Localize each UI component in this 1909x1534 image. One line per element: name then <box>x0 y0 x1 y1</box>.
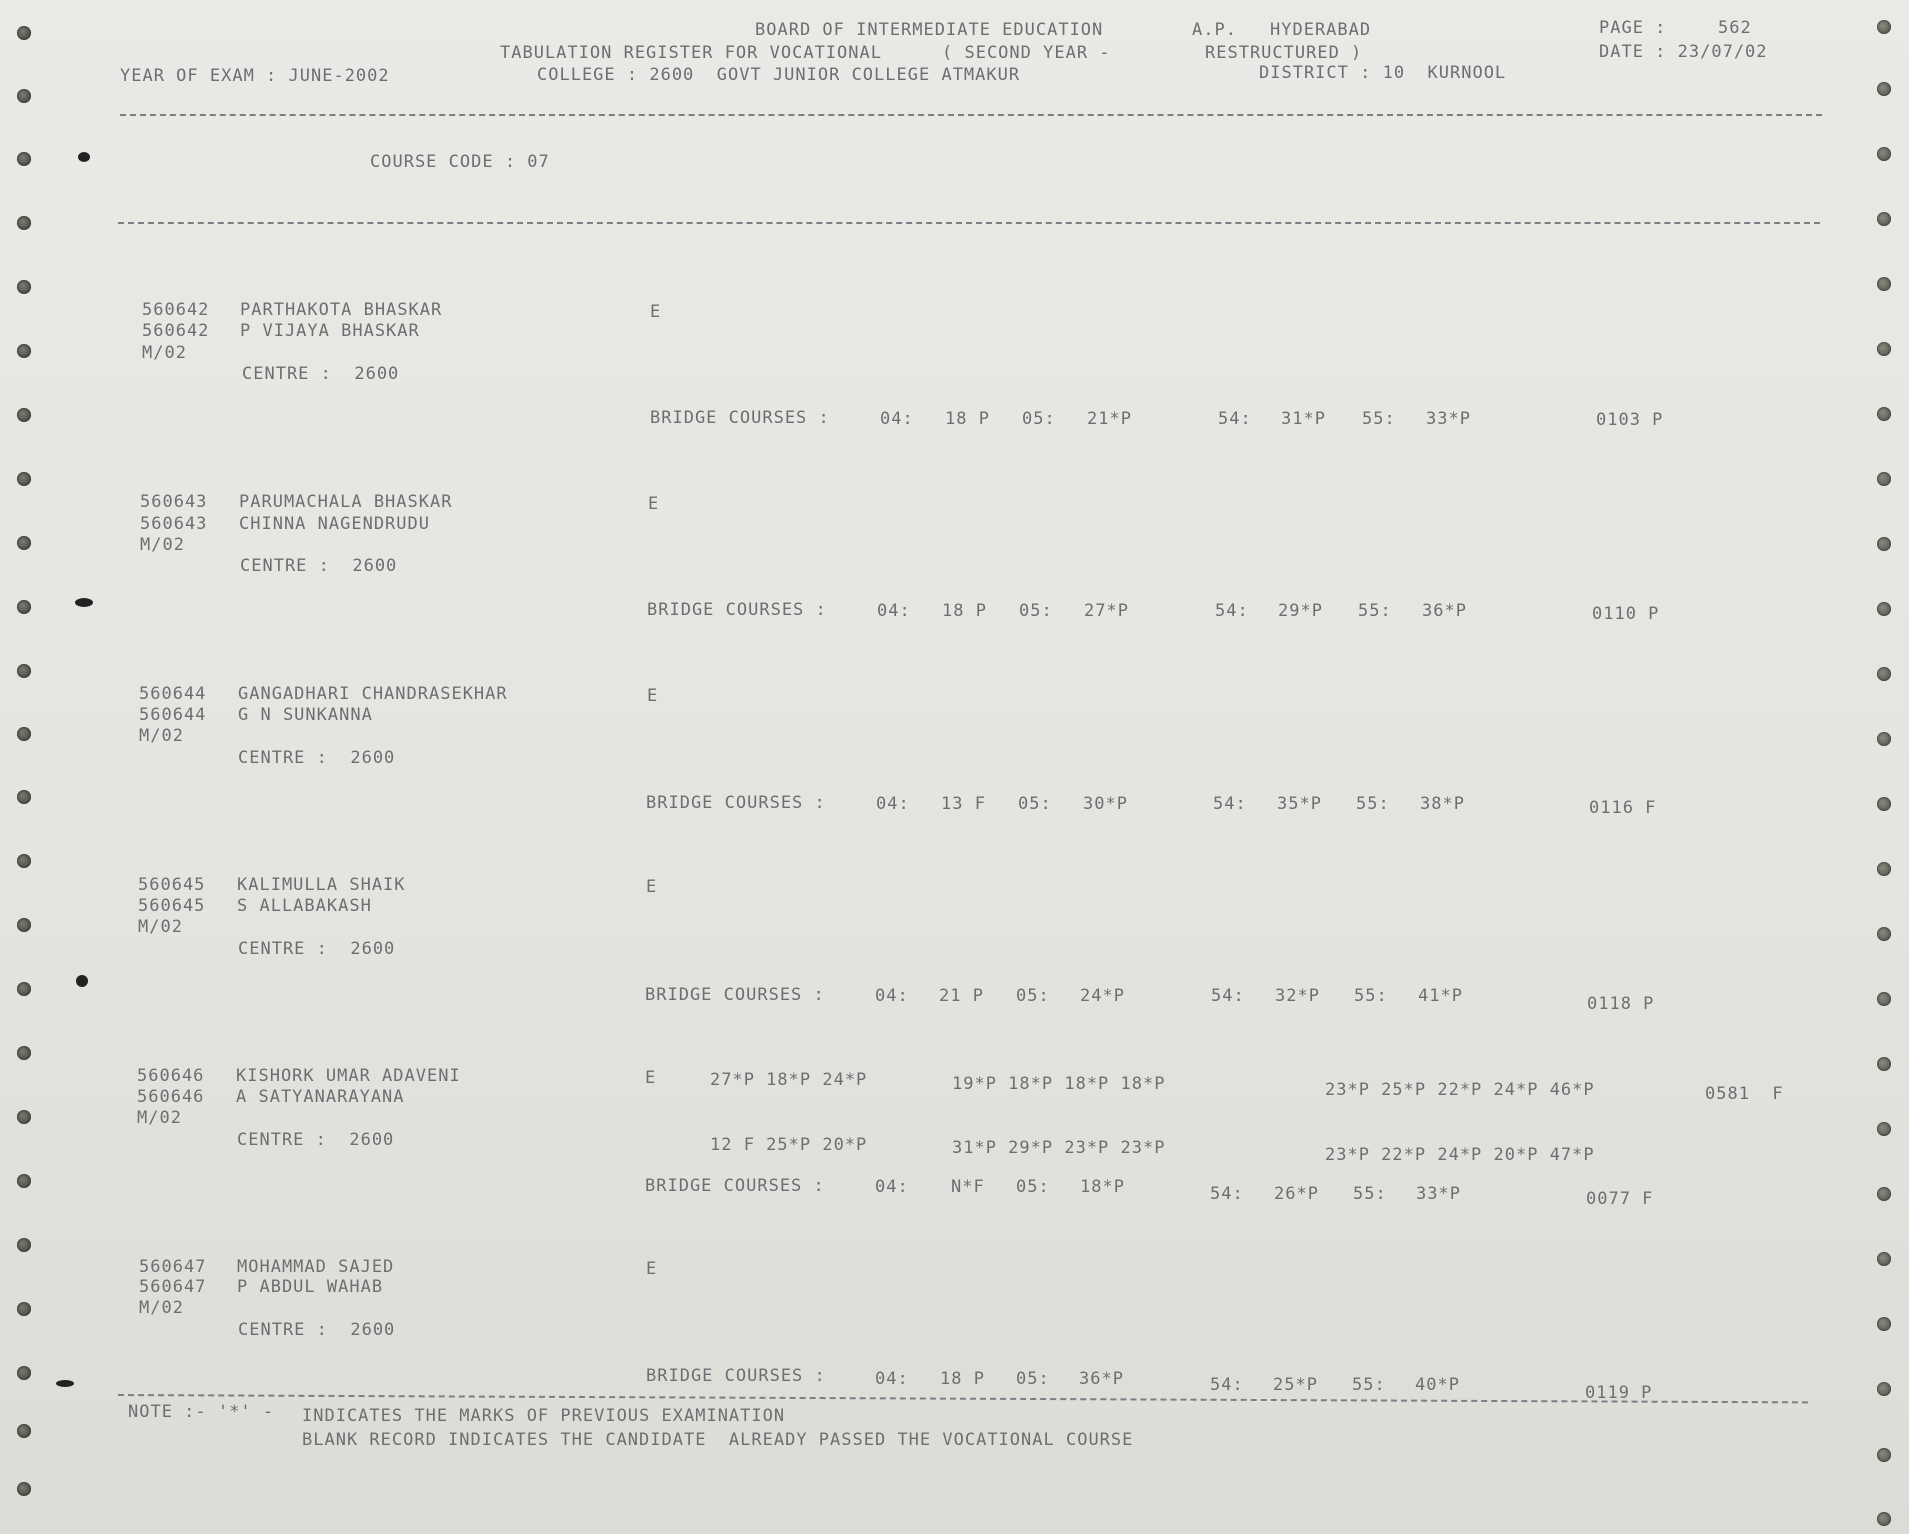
feed-hole-icon <box>1877 927 1891 941</box>
father-name: S ALLABAKASH <box>237 896 372 916</box>
bridge-code: 55: <box>1354 986 1388 1006</box>
subject-marks-group: 23*P 25*P 22*P 24*P 46*P <box>1325 1080 1595 1100</box>
feed-hole-icon <box>1877 1512 1891 1526</box>
feed-hole-icon <box>17 790 31 804</box>
feed-hole-icon <box>17 216 31 230</box>
bridge-mark: 18 P <box>942 601 987 621</box>
feed-hole-icon <box>17 280 31 294</box>
exam-code: E <box>646 877 658 897</box>
exam-code: E <box>647 686 659 706</box>
feed-hole-icon <box>17 344 31 358</box>
bridge-code: 54: <box>1218 409 1252 429</box>
feed-hole-icon <box>1877 472 1891 486</box>
note-line-1: INDICATES THE MARKS OF PREVIOUS EXAMINATION <box>302 1406 786 1426</box>
feed-hole-icon <box>17 982 31 996</box>
bridge-mark: 41*P <box>1418 986 1463 1006</box>
bridge-mark: 36*P <box>1422 601 1467 621</box>
footer-separator <box>118 1394 1808 1403</box>
subject-marks-group: 27*P 18*P 24*P <box>710 1070 868 1090</box>
feed-hole-icon <box>1877 667 1891 681</box>
feed-hole-icon <box>17 1302 31 1316</box>
page-number: 562 <box>1718 18 1752 38</box>
total-result: 0116 F <box>1589 798 1657 818</box>
course-separator <box>118 222 1820 224</box>
bridge-mark: 33*P <box>1416 1184 1461 1204</box>
bridge-code: 05: <box>1019 601 1053 621</box>
state-name: A.P. <box>1192 20 1237 40</box>
bridge-code: 55: <box>1358 601 1392 621</box>
bridge-mark: 27*P <box>1084 601 1129 621</box>
roll-number: 560642 <box>142 321 210 341</box>
centre-code: CENTRE : 2600 <box>238 1320 396 1340</box>
bridge-label: BRIDGE COURSES : <box>645 1176 825 1196</box>
bridge-mark: 36*P <box>1079 1369 1124 1389</box>
roll-number: 560645 <box>138 875 206 895</box>
bridge-code: 55: <box>1362 409 1396 429</box>
roll-number: 560643 <box>140 514 208 534</box>
bridge-code: 04: <box>880 409 914 429</box>
bridge-mark: 21 P <box>939 986 984 1006</box>
bridge-code: 04: <box>876 794 910 814</box>
feed-hole-icon <box>17 152 31 166</box>
bridge-code: 04: <box>875 1369 909 1389</box>
total-result: 0103 P <box>1596 410 1664 430</box>
feed-hole-icon <box>17 1238 31 1252</box>
roll-number: 560645 <box>138 896 206 916</box>
feed-hole-icon <box>1877 20 1891 34</box>
roll-number: 560644 <box>139 684 207 704</box>
year-of-exam: YEAR OF EXAM : JUNE-2002 <box>120 66 390 86</box>
header-separator <box>120 114 1822 116</box>
candidate-name: KISHORK UMAR ADAVENI <box>236 1066 461 1086</box>
feed-hole-icon <box>1877 1317 1891 1331</box>
bridge-code: 05: <box>1022 409 1056 429</box>
feed-hole-icon <box>17 600 31 614</box>
bridge-mark: N*F <box>951 1177 985 1197</box>
city-name: HYDERABAD <box>1270 20 1372 40</box>
exam-code: E <box>646 1259 658 1279</box>
bridge-label: BRIDGE COURSES : <box>646 1366 826 1386</box>
centre-code: CENTRE : 2600 <box>238 939 396 959</box>
centre-code: CENTRE : 2600 <box>240 556 398 576</box>
father-name: CHINNA NAGENDRUDU <box>239 514 430 534</box>
subject-marks-group: 23*P 22*P 24*P 20*P 47*P <box>1325 1145 1595 1165</box>
exam-month: M/02 <box>138 917 183 937</box>
bridge-label: BRIDGE COURSES : <box>645 985 825 1005</box>
centre-code: CENTRE : 2600 <box>237 1130 395 1150</box>
page-label: PAGE : <box>1599 18 1667 38</box>
feed-hole-icon <box>1877 277 1891 291</box>
bridge-code: 05: <box>1016 1177 1050 1197</box>
bridge-mark: 33*P <box>1426 409 1471 429</box>
print-date: DATE : 23/07/02 <box>1599 42 1768 62</box>
bridge-mark: 29*P <box>1278 601 1323 621</box>
bridge-label: BRIDGE COURSES : <box>650 408 830 428</box>
bridge-mark: 13 F <box>941 794 986 814</box>
feed-hole-icon <box>17 26 31 40</box>
feed-hole-icon <box>1877 1382 1891 1396</box>
total-result: 0118 P <box>1587 994 1655 1014</box>
bridge-code: 54: <box>1213 794 1247 814</box>
subject-marks-group: 31*P 29*P 23*P 23*P <box>952 1138 1166 1158</box>
college-info: COLLEGE : 2600 GOVT JUNIOR COLLEGE ATMAKUR <box>537 65 1021 85</box>
bridge-mark: 26*P <box>1274 1184 1319 1204</box>
roll-number: 560644 <box>139 705 207 725</box>
feed-hole-icon <box>17 1110 31 1124</box>
exam-month: M/02 <box>139 726 184 746</box>
ink-mark <box>78 152 90 162</box>
ink-mark <box>56 1380 74 1387</box>
feed-hole-icon <box>1877 1252 1891 1266</box>
feed-hole-icon <box>1877 1122 1891 1136</box>
feed-hole-icon <box>17 1424 31 1438</box>
candidate-name: KALIMULLA SHAIK <box>237 875 406 895</box>
bridge-mark: 21*P <box>1087 409 1132 429</box>
bridge-code: 55: <box>1352 1375 1386 1395</box>
bridge-mark: 31*P <box>1281 409 1326 429</box>
bridge-mark: 18*P <box>1080 1177 1125 1197</box>
bridge-code: 55: <box>1356 794 1390 814</box>
feed-hole-icon <box>17 89 31 103</box>
feed-hole-icon <box>17 854 31 868</box>
bridge-mark: 30*P <box>1083 794 1128 814</box>
feed-hole-icon <box>1877 1448 1891 1462</box>
feed-hole-icon <box>17 1046 31 1060</box>
bridge-code: 54: <box>1211 986 1245 1006</box>
exam-code: E <box>650 302 662 322</box>
ink-mark <box>76 975 88 987</box>
feed-hole-icon <box>1877 1057 1891 1071</box>
bridge-code: 55: <box>1353 1184 1387 1204</box>
candidate-name: MOHAMMAD SAJED <box>237 1257 395 1277</box>
feed-hole-icon <box>1877 342 1891 356</box>
bridge-mark: 18 P <box>940 1369 985 1389</box>
centre-code: CENTRE : 2600 <box>242 364 400 384</box>
bridge-mark: 38*P <box>1420 794 1465 814</box>
exam-month: M/02 <box>140 535 185 555</box>
district-info: DISTRICT : 10 KURNOOL <box>1259 63 1507 83</box>
feed-hole-icon <box>1877 407 1891 421</box>
bridge-code: 04: <box>877 601 911 621</box>
roll-number: 560647 <box>139 1277 207 1297</box>
bridge-label: BRIDGE COURSES : <box>646 793 826 813</box>
feed-hole-icon <box>17 1174 31 1188</box>
centre-code: CENTRE : 2600 <box>238 748 396 768</box>
subject-marks-group: 19*P 18*P 18*P 18*P <box>952 1074 1166 1094</box>
year-part: ( SECOND YEAR - <box>942 43 1111 63</box>
feed-hole-icon <box>1877 147 1891 161</box>
bridge-mark: 35*P <box>1277 794 1322 814</box>
total-result: 0077 F <box>1586 1189 1654 1209</box>
roll-number: 560643 <box>140 492 208 512</box>
bridge-mark: 25*P <box>1273 1375 1318 1395</box>
right-feed-strip <box>1865 0 1909 1534</box>
candidate-name: GANGADHARI CHANDRASEKHAR <box>238 684 508 704</box>
feed-hole-icon <box>17 1366 31 1380</box>
bridge-code: 05: <box>1016 986 1050 1006</box>
feed-hole-icon <box>1877 862 1891 876</box>
bridge-code: 04: <box>875 986 909 1006</box>
feed-hole-icon <box>17 727 31 741</box>
roll-number: 560646 <box>137 1087 205 1107</box>
feed-hole-icon <box>17 664 31 678</box>
exam-code: E <box>648 494 660 514</box>
feed-hole-icon <box>17 536 31 550</box>
feed-hole-icon <box>1877 797 1891 811</box>
father-name: A SATYANARAYANA <box>236 1087 405 1107</box>
register-title: TABULATION REGISTER FOR VOCATIONAL <box>500 43 882 63</box>
feed-hole-icon <box>1877 1187 1891 1201</box>
roll-number: 560642 <box>142 300 210 320</box>
feed-hole-icon <box>17 408 31 422</box>
father-name: G N SUNKANNA <box>238 705 373 725</box>
total-result: 0119 P <box>1585 1383 1653 1403</box>
feed-hole-icon <box>1877 602 1891 616</box>
course-code: COURSE CODE : 07 <box>370 152 550 172</box>
subject-marks-group: 12 F 25*P 20*P <box>710 1135 868 1155</box>
exam-month: M/02 <box>137 1108 182 1128</box>
restructured-label: RESTRUCTURED ) <box>1205 43 1363 63</box>
exam-month: M/02 <box>142 343 187 363</box>
bridge-code: 54: <box>1210 1184 1244 1204</box>
father-name: P VIJAYA BHASKAR <box>240 321 420 341</box>
feed-hole-icon <box>17 918 31 932</box>
bridge-mark: 24*P <box>1080 986 1125 1006</box>
candidate-name: PARTHAKOTA BHASKAR <box>240 300 443 320</box>
father-name: P ABDUL WAHAB <box>237 1277 384 1297</box>
bridge-code: 54: <box>1215 601 1249 621</box>
feed-hole-icon <box>17 472 31 486</box>
feed-hole-icon <box>1877 732 1891 746</box>
grand-total: 0581 F <box>1705 1084 1784 1104</box>
note-label: NOTE :- '*' - <box>128 1402 275 1422</box>
bridge-label: BRIDGE COURSES : <box>647 600 827 620</box>
feed-hole-icon <box>1877 212 1891 226</box>
bridge-code: 04: <box>875 1177 909 1197</box>
bridge-code: 54: <box>1210 1375 1244 1395</box>
feed-hole-icon <box>17 1482 31 1496</box>
exam-month: M/02 <box>139 1298 184 1318</box>
bridge-mark: 18 P <box>945 409 990 429</box>
board-name: BOARD OF INTERMEDIATE EDUCATION <box>755 20 1104 40</box>
note-line-2: BLANK RECORD INDICATES THE CANDIDATE ALREADY PASSED THE VOCATIONAL COURSE <box>302 1430 1134 1450</box>
feed-hole-icon <box>1877 992 1891 1006</box>
bridge-code: 05: <box>1016 1369 1050 1389</box>
feed-hole-icon <box>1877 537 1891 551</box>
bridge-mark: 40*P <box>1415 1375 1460 1395</box>
bridge-code: 05: <box>1018 794 1052 814</box>
ink-mark <box>75 598 93 607</box>
bridge-mark: 32*P <box>1275 986 1320 1006</box>
exam-code: E <box>645 1068 657 1088</box>
roll-number: 560647 <box>139 1257 207 1277</box>
left-feed-strip <box>0 0 44 1534</box>
total-result: 0110 P <box>1592 604 1660 624</box>
feed-hole-icon <box>1877 82 1891 96</box>
candidate-name: PARUMACHALA BHASKAR <box>239 492 453 512</box>
roll-number: 560646 <box>137 1066 205 1086</box>
